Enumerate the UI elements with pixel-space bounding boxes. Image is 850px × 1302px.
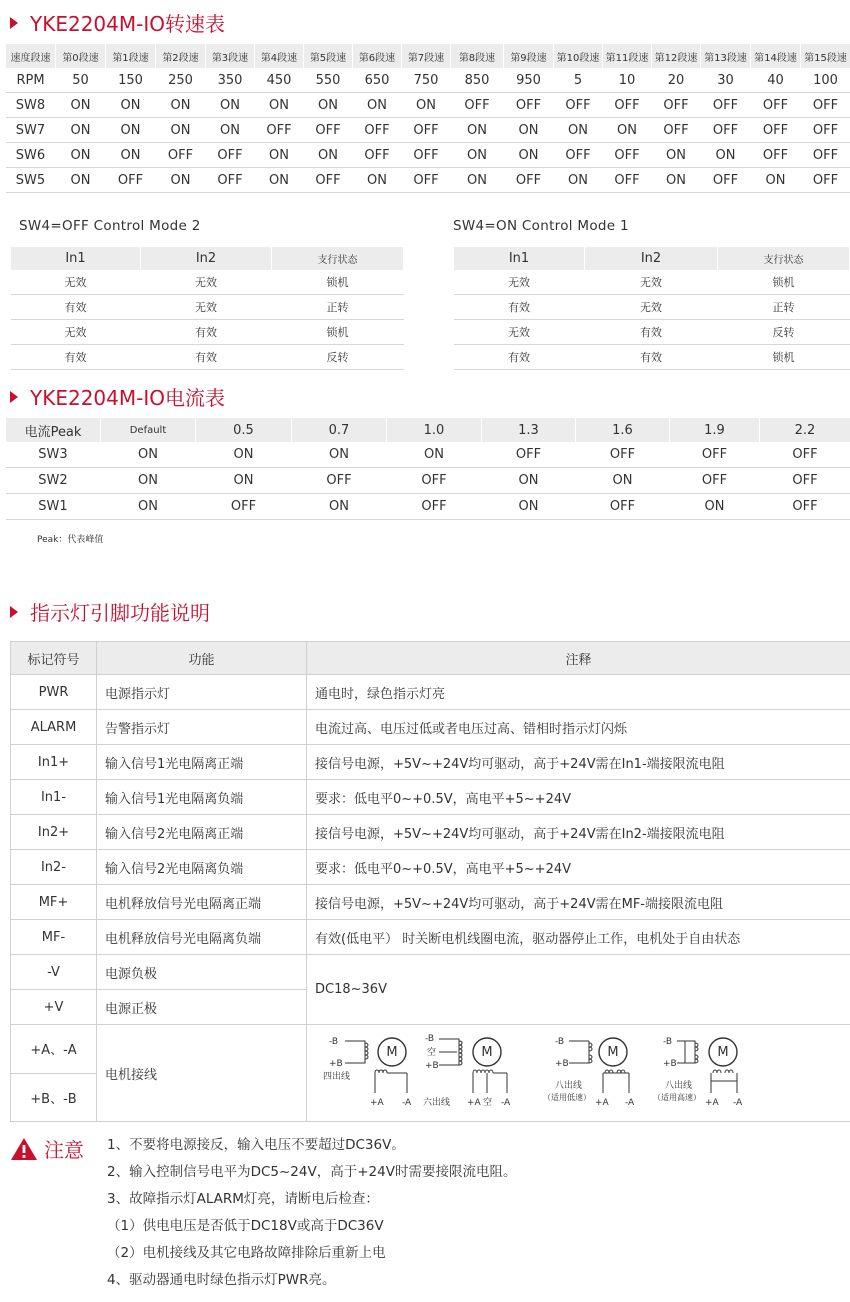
table-cell: 有效 <box>141 320 272 345</box>
table-cell: OFF <box>670 442 760 468</box>
table-cell: 350 <box>206 68 255 93</box>
motor-label: M <box>607 1045 619 1060</box>
pin-symbol: -V <box>11 955 97 990</box>
table-cell: OFF <box>304 168 353 193</box>
table-row <box>11 815 850 850</box>
table-row <box>6 93 850 118</box>
table-cell: ON <box>156 93 206 118</box>
header-cell: 第0段速 <box>56 44 106 68</box>
table-cell: SW7 <box>6 118 56 143</box>
wire-caption: 八出线 <box>665 1081 693 1091</box>
header-cell: 第15段速 <box>801 44 850 68</box>
pin-function: 电机释放信号光电隔离正端 <box>97 885 307 920</box>
table-cell: ON <box>196 442 292 468</box>
wire-label: +B <box>425 1061 439 1071</box>
section-title-current <box>10 382 225 411</box>
table-cell: 10 <box>603 68 652 93</box>
header-cell: 第14段速 <box>751 44 801 68</box>
pin-function: 电机释放信号光电隔离负端 <box>97 920 307 955</box>
wire-label: -B <box>555 1037 565 1047</box>
table-cell: 650 <box>353 68 402 93</box>
pin-symbol: MF+ <box>11 885 97 920</box>
table-cell: 无效 <box>11 270 141 295</box>
table-cell: SW1 <box>6 494 101 520</box>
table-cell: ON <box>255 143 304 168</box>
table-cell: 30 <box>701 68 751 93</box>
table-cell: ON <box>603 118 652 143</box>
table-cell: OFF <box>751 93 801 118</box>
pin-note: 通电时，绿色指示灯亮 <box>307 675 850 710</box>
table-row <box>11 710 850 745</box>
table-cell: 750 <box>402 68 451 93</box>
pin-function: 输入信号2光电隔离负端 <box>97 850 307 885</box>
pin-symbol: In2+ <box>11 815 97 850</box>
table-cell: OFF <box>670 468 760 494</box>
table-row <box>11 295 404 320</box>
table-cell: OFF <box>603 143 652 168</box>
table-cell: OFF <box>701 168 751 193</box>
pin-function: 输入信号2光电隔离正端 <box>97 815 307 850</box>
table-cell: OFF <box>206 143 255 168</box>
table-row <box>6 68 850 93</box>
header-cell: 2.2 <box>760 418 850 442</box>
table-cell: 50 <box>56 68 106 93</box>
table-cell: OFF <box>504 168 554 193</box>
table-cell: 有效 <box>585 320 718 345</box>
note-line: （2）电机接线及其它电路故障排除后重新上电 <box>107 1245 386 1261</box>
wire-label: -B <box>663 1037 673 1047</box>
table-cell: ON <box>451 168 504 193</box>
table-cell: 正转 <box>718 295 850 320</box>
triangle-icon <box>10 606 18 618</box>
pin-symbol: MF- <box>11 920 97 955</box>
wire-label: +A <box>595 1098 609 1108</box>
header-cell: 支行状态 <box>272 247 404 270</box>
warning-icon <box>10 1137 38 1161</box>
table-cell: OFF <box>504 93 554 118</box>
table-cell: ON <box>554 118 603 143</box>
speed-table <box>5 44 850 193</box>
table-row <box>454 270 850 295</box>
mode1-table <box>453 247 850 370</box>
table-row <box>6 468 850 494</box>
pin-symbol: ALARM <box>11 710 97 745</box>
table-cell: ON <box>652 168 701 193</box>
pin-note: 接信号电源，+5V~+24V均可驱动，高于+24V需在In1-端接限流电阻 <box>307 745 850 780</box>
pin-note: 要求：低电平0~+0.5V，高电平+5~+24V <box>307 780 850 815</box>
table-row <box>11 1025 850 1074</box>
table-cell: ON <box>482 494 576 520</box>
table-header-row <box>11 247 404 270</box>
table-cell: 450 <box>255 68 304 93</box>
table-cell: ON <box>670 494 760 520</box>
table-cell: ON <box>56 93 106 118</box>
table-cell: OFF <box>402 168 451 193</box>
table-cell: OFF <box>701 118 751 143</box>
pin-function: 电机接线 <box>97 1025 307 1122</box>
four-wire-diagram <box>345 1038 407 1093</box>
table-cell: 锁机 <box>718 270 850 295</box>
table-cell: ON <box>56 168 106 193</box>
wire-label: -A <box>625 1098 635 1108</box>
header-cell: 第4段速 <box>255 44 304 68</box>
warning-notes <box>107 1132 516 1294</box>
table-cell: OFF <box>554 143 603 168</box>
table-cell: 250 <box>156 68 206 93</box>
table-header-row <box>454 247 850 270</box>
table-cell: OFF <box>304 118 353 143</box>
table-row <box>454 295 850 320</box>
table-cell: ON <box>504 143 554 168</box>
table-cell: SW5 <box>6 168 56 193</box>
table-cell: 40 <box>751 68 801 93</box>
table-cell: OFF <box>156 143 206 168</box>
pin-note: 要求：低电平0~+0.5V，高电平+5~+24V <box>307 850 850 885</box>
pin-symbol: In1+ <box>11 745 97 780</box>
table-cell: OFF <box>751 118 801 143</box>
peak-note: Peak：代表峰值 <box>37 535 104 545</box>
table-header-row <box>6 44 850 68</box>
table-cell: ON <box>255 93 304 118</box>
table-cell: OFF <box>760 468 850 494</box>
wire-label: +B <box>663 1059 677 1069</box>
table-cell: OFF <box>751 143 801 168</box>
table-cell: 有效 <box>454 345 585 370</box>
warning-label: 注意 <box>44 1138 84 1162</box>
header-cell: 电流Peak <box>6 418 101 442</box>
section-title-text: 指示灯引脚功能说明 <box>30 601 210 625</box>
table-cell: OFF <box>387 494 482 520</box>
header-cell: 第6段速 <box>353 44 402 68</box>
table-cell: ON <box>504 118 554 143</box>
motor-label: M <box>481 1045 493 1060</box>
table-cell: 850 <box>451 68 504 93</box>
table-row <box>11 780 850 815</box>
table-cell: ON <box>206 93 255 118</box>
table-cell: ON <box>304 143 353 168</box>
table-cell: 无效 <box>454 320 585 345</box>
table-cell: OFF <box>603 93 652 118</box>
table-cell: OFF <box>603 168 652 193</box>
table-cell: ON <box>353 93 402 118</box>
table-row <box>11 920 850 955</box>
mode1-title: SW4=ON Control Mode 1 <box>453 218 629 234</box>
table-header-row <box>6 418 850 442</box>
section-title-text: YKE2204M-IO转速表 <box>30 12 225 36</box>
pin-function: 电源负极 <box>97 955 307 990</box>
section-title-text: YKE2204M-IO电流表 <box>30 386 225 410</box>
wire-label: -A <box>501 1098 511 1108</box>
table-cell: OFF <box>402 118 451 143</box>
six-wire-diagram <box>439 1038 507 1093</box>
header-cell: 1.9 <box>670 418 760 442</box>
wire-label: -B <box>425 1034 435 1044</box>
wire-caption: 八出线 <box>555 1081 583 1091</box>
pin-note: 有效(低电平） 时关断电机线圈电流，驱动器停止工作，电机处于自由状态 <box>307 920 850 955</box>
table-cell: ON <box>387 442 482 468</box>
table-cell: 无效 <box>454 270 585 295</box>
section-title-speed <box>10 8 225 37</box>
table-row <box>11 745 850 780</box>
table-cell: 反转 <box>272 345 404 370</box>
table-row <box>11 345 404 370</box>
table-cell: ON <box>576 468 670 494</box>
header-cell: 第8段速 <box>451 44 504 68</box>
table-cell: OFF <box>196 494 292 520</box>
table-cell: OFF <box>576 494 670 520</box>
header-cell: In1 <box>11 247 141 270</box>
wire-label: -B <box>329 1037 339 1047</box>
table-cell: 有效 <box>454 295 585 320</box>
header-cell: 第3段速 <box>206 44 255 68</box>
table-cell: ON <box>101 468 196 494</box>
table-cell: SW6 <box>6 143 56 168</box>
table-cell: ON <box>292 442 387 468</box>
note-line: 4、驱动器通电时绿色指示灯PWR亮。 <box>107 1272 336 1288</box>
table-row <box>454 345 850 370</box>
table-cell: ON <box>196 468 292 494</box>
header-cell: 速度段速 <box>6 44 56 68</box>
table-cell: ON <box>402 93 451 118</box>
table-cell: SW8 <box>6 93 56 118</box>
header-cell: In1 <box>454 247 585 270</box>
pin-symbol: PWR <box>11 675 97 710</box>
table-cell: 5 <box>554 68 603 93</box>
table-cell: ON <box>106 118 156 143</box>
wire-label: 空 <box>483 1098 493 1108</box>
table-cell: ON <box>304 93 353 118</box>
table-cell: 无效 <box>141 270 272 295</box>
table-cell: 锁机 <box>272 270 404 295</box>
triangle-icon <box>10 17 18 29</box>
current-table <box>5 418 850 520</box>
table-cell: 锁机 <box>718 345 850 370</box>
pin-symbol: In2- <box>11 850 97 885</box>
table-cell: OFF <box>353 143 402 168</box>
table-cell: OFF <box>801 168 850 193</box>
table-row <box>6 442 850 468</box>
header-cell: 第7段速 <box>402 44 451 68</box>
table-cell: OFF <box>801 143 850 168</box>
table-cell: 有效 <box>585 345 718 370</box>
table-cell: 950 <box>504 68 554 93</box>
table-row <box>6 494 850 520</box>
table-cell: ON <box>652 143 701 168</box>
table-cell: ON <box>101 494 196 520</box>
table-cell: OFF <box>106 168 156 193</box>
table-row <box>11 885 850 920</box>
section-title-pins <box>10 597 210 626</box>
wire-label: -A <box>733 1098 743 1108</box>
wire-label: +A <box>467 1098 481 1108</box>
pin-function: 输入信号1光电隔离负端 <box>97 780 307 815</box>
wire-label: +A <box>370 1098 384 1108</box>
pin-function: 告警指示灯 <box>97 710 307 745</box>
table-cell: ON <box>56 143 106 168</box>
pin-note: 接信号电源，+5V~+24V均可驱动，高于+24V需在MF-端接限流电阻 <box>307 885 850 920</box>
table-cell: 有效 <box>11 345 141 370</box>
table-cell: OFF <box>652 118 701 143</box>
table-cell: 无效 <box>11 320 141 345</box>
table-cell: 有效 <box>141 345 272 370</box>
table-cell: 无效 <box>585 295 718 320</box>
mode2-title: SW4=OFF Control Mode 2 <box>19 218 201 234</box>
header-cell: 第2段速 <box>156 44 206 68</box>
motor-wiring-diagrams <box>307 1025 850 1122</box>
pin-table-header <box>11 642 850 675</box>
pin-symbol: +B、-B <box>11 1073 97 1122</box>
table-cell: ON <box>106 93 156 118</box>
pin-function: 输入信号1光电隔离正端 <box>97 745 307 780</box>
table-cell: OFF <box>482 442 576 468</box>
warning-heading <box>10 1134 84 1163</box>
table-cell: ON <box>554 168 603 193</box>
header-cell: 1.0 <box>387 418 482 442</box>
table-cell: OFF <box>292 468 387 494</box>
table-cell: OFF <box>353 118 402 143</box>
header-cell: 注释 <box>307 642 850 675</box>
table-row <box>454 320 850 345</box>
table-cell: 正转 <box>272 295 404 320</box>
table-cell: 550 <box>304 68 353 93</box>
table-cell: ON <box>751 168 801 193</box>
pin-table <box>10 641 850 1122</box>
table-cell: OFF <box>801 118 850 143</box>
table-cell: 20 <box>652 68 701 93</box>
header-cell: 0.7 <box>292 418 387 442</box>
table-row <box>11 320 404 345</box>
wire-caption: 六出线 <box>423 1098 451 1108</box>
wire-caption: 四出线 <box>323 1072 351 1082</box>
wire-label: 空 <box>427 1048 437 1058</box>
table-row <box>11 850 850 885</box>
table-cell: ON <box>701 143 751 168</box>
table-cell: ON <box>156 168 206 193</box>
table-cell: 有效 <box>11 295 141 320</box>
header-cell: In2 <box>141 247 272 270</box>
table-row <box>6 143 850 168</box>
table-cell: ON <box>106 143 156 168</box>
table-cell: ON <box>292 494 387 520</box>
table-cell: ON <box>451 143 504 168</box>
table-cell: OFF <box>760 494 850 520</box>
table-cell: ON <box>451 118 504 143</box>
header-cell: 支行状态 <box>718 247 850 270</box>
header-cell: 第9段速 <box>504 44 554 68</box>
note-line: （1）供电电压是否低于DC18V或高于DC36V <box>107 1218 384 1234</box>
table-cell: ON <box>482 468 576 494</box>
pin-function: 电源正极 <box>97 990 307 1025</box>
header-cell: 第13段速 <box>701 44 751 68</box>
table-cell: 反转 <box>718 320 850 345</box>
header-cell: 功能 <box>97 642 307 675</box>
header-cell: 0.5 <box>196 418 292 442</box>
pin-symbol: In1- <box>11 780 97 815</box>
wire-caption: （适用高速） <box>653 1093 701 1102</box>
pin-symbol: +A、-A <box>11 1025 97 1074</box>
wire-label: +B <box>329 1059 343 1069</box>
triangle-icon <box>10 391 18 403</box>
table-cell: OFF <box>652 93 701 118</box>
table-cell: OFF <box>801 93 850 118</box>
table-cell: SW2 <box>6 468 101 494</box>
table-cell: OFF <box>451 93 504 118</box>
table-cell: OFF <box>576 442 670 468</box>
header-cell: 第10段速 <box>554 44 603 68</box>
table-cell: OFF <box>387 468 482 494</box>
wire-label: +B <box>555 1059 569 1069</box>
table-cell: 无效 <box>585 270 718 295</box>
wire-caption: （适用低速） <box>543 1093 591 1102</box>
note-line: 1、不要将电源接反，输入电压不要超过DC36V。 <box>107 1137 405 1153</box>
header-cell: 第5段速 <box>304 44 353 68</box>
motor-label: M <box>717 1045 729 1060</box>
mode2-table <box>10 247 404 370</box>
table-row <box>11 270 404 295</box>
table-cell: SW3 <box>6 442 101 468</box>
motor-label: M <box>386 1045 398 1060</box>
table-cell: OFF <box>760 442 850 468</box>
table-cell: OFF <box>554 93 603 118</box>
pin-function: 电源指示灯 <box>97 675 307 710</box>
table-cell: 无效 <box>141 295 272 320</box>
table-cell: OFF <box>206 168 255 193</box>
note-line: 3、故障指示灯ALARM灯亮，请断电后检查： <box>107 1191 379 1207</box>
header-cell: 第11段速 <box>603 44 652 68</box>
table-cell: OFF <box>701 93 751 118</box>
header-cell: Default <box>101 418 196 442</box>
table-cell: OFF <box>255 118 304 143</box>
table-cell: ON <box>353 168 402 193</box>
header-cell: 标记符号 <box>11 642 97 675</box>
table-row <box>11 955 850 990</box>
table-row <box>6 118 850 143</box>
header-cell: 1.6 <box>576 418 670 442</box>
note-line: 2、输入控制信号电平为DC5~24V，高于+24V时需要接限流电阻。 <box>107 1164 517 1180</box>
header-cell: 第12段速 <box>652 44 701 68</box>
pin-note: 电流过高、电压过低或者电压过高、错相时指示灯闪烁 <box>307 710 850 745</box>
table-row <box>11 675 850 710</box>
header-cell: In2 <box>585 247 718 270</box>
table-cell: 150 <box>106 68 156 93</box>
table-cell: ON <box>255 168 304 193</box>
table-row <box>6 168 850 193</box>
table-cell: ON <box>101 442 196 468</box>
wire-label: +A <box>705 1098 719 1108</box>
table-cell: 锁机 <box>272 320 404 345</box>
pin-note: 接信号电源，+5V~+24V均可驱动，高于+24V需在In2-端接限流电阻 <box>307 815 850 850</box>
pin-symbol: +V <box>11 990 97 1025</box>
table-cell: ON <box>56 118 106 143</box>
wire-label: -A <box>402 1098 412 1108</box>
header-cell: 1.3 <box>482 418 576 442</box>
table-cell: ON <box>156 118 206 143</box>
wiring-diagram-svg <box>307 1025 850 1117</box>
table-cell: RPM <box>6 68 56 93</box>
table-cell: OFF <box>402 143 451 168</box>
header-cell: 第1段速 <box>106 44 156 68</box>
table-cell: 100 <box>801 68 850 93</box>
power-note: DC18~36V <box>307 955 850 1025</box>
table-cell: ON <box>206 118 255 143</box>
